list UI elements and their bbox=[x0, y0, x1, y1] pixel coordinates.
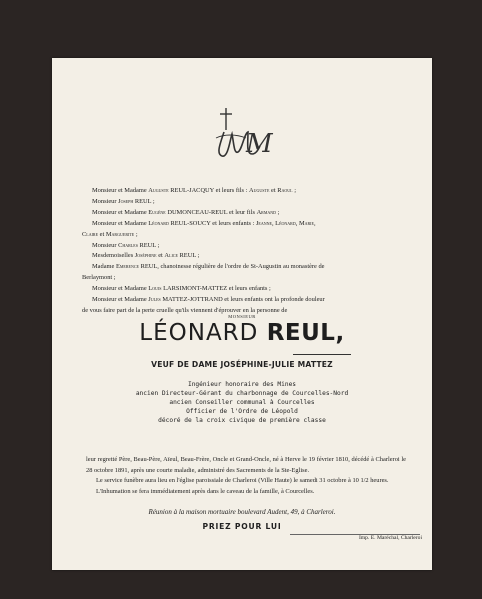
honorary-titles bbox=[52, 380, 432, 425]
list-text: REUL, chanoinesse régulière de l'ordre de St-Augustin au monastère de bbox=[138, 263, 325, 271]
list-text: Monsieur bbox=[92, 197, 119, 205]
list-text: Monsieur bbox=[92, 241, 119, 249]
cross-icon bbox=[220, 108, 232, 130]
list-text: LARSIMONT-MATTEZ et leurs enfants ; bbox=[161, 285, 271, 293]
title-line: Ingénieur honoraire des Mines bbox=[187, 381, 297, 388]
list-text: ; bbox=[276, 208, 280, 216]
list-text: ; bbox=[134, 230, 138, 238]
list-text: Madame bbox=[92, 263, 116, 271]
funeral-notice-paper bbox=[52, 58, 432, 570]
list-text: REUL ; bbox=[137, 241, 160, 249]
given-name: Léonard bbox=[148, 219, 169, 227]
name-underline bbox=[293, 354, 351, 355]
list-text: REUL ; bbox=[133, 197, 155, 205]
given-name: Jules bbox=[148, 296, 161, 304]
list-text: Monsieur et Madame bbox=[92, 219, 149, 227]
given-name: Armand bbox=[256, 208, 277, 216]
given-name: Auguste bbox=[249, 187, 270, 194]
list-text: Monsieur et Madame bbox=[92, 296, 149, 304]
monogram bbox=[52, 104, 432, 164]
family-list-line bbox=[82, 208, 412, 219]
given-name: Jeanne, Léonard, Marie, bbox=[255, 219, 316, 227]
title-line: ancien Directeur-Gérant du charbonnage de Courcelles-Nord bbox=[135, 390, 349, 397]
list-text: Monsieur et Madame bbox=[92, 285, 149, 293]
given-name: Joséphine bbox=[134, 252, 157, 260]
deceased-surname: REUL, bbox=[266, 320, 345, 346]
family-list-line bbox=[82, 262, 412, 273]
family-list bbox=[82, 186, 412, 317]
family-list-line bbox=[82, 241, 412, 252]
family-list-line bbox=[82, 273, 412, 284]
list-text: Berlaymont ; bbox=[82, 274, 116, 282]
given-name: Eugène bbox=[148, 208, 166, 216]
deceased-name bbox=[52, 320, 432, 346]
list-text: ; bbox=[292, 187, 296, 194]
deceased-first-name: LÉONARD bbox=[139, 320, 259, 346]
given-name: Emerence bbox=[115, 263, 139, 271]
list-text: et bbox=[156, 252, 165, 260]
reunion-line: Réunion à la maison mortuaire boulevard Audent, 49, à Charleroi. bbox=[148, 508, 336, 516]
printer-credit: Imp. E. Maréchal, Charleroi bbox=[358, 535, 422, 541]
given-name: Joseph bbox=[118, 197, 134, 205]
family-list-line bbox=[82, 284, 412, 295]
family-list-line bbox=[82, 295, 412, 306]
given-name: Auguste bbox=[148, 187, 169, 194]
list-text: Mesdemoiselles bbox=[92, 252, 135, 260]
widower-line: VEUF DE DAME JOSÉPHINE-JULIE MATTEZ bbox=[151, 360, 333, 369]
given-name: Raoul bbox=[277, 187, 293, 194]
given-name: Alice bbox=[164, 252, 178, 260]
list-text: Monsieur et Madame bbox=[92, 208, 149, 216]
given-name: Louis bbox=[148, 285, 162, 293]
monogram-emblem bbox=[202, 104, 282, 164]
given-name: Marguerite bbox=[105, 230, 135, 238]
list-text: Monsieur et Madame bbox=[92, 187, 149, 194]
notice-body bbox=[86, 455, 406, 497]
body-paragraph: leur regretté Père, Beau-Père, Aïeul, Beau-Frère, Oncle et Grand-Oncle, né à Herve le 19 février 1810, décédé à Charleroi le 28 octobre 1891, après une courte maladie, administré des Sacrements de la Ste-Eglise. bbox=[86, 456, 406, 474]
title-line: décoré de la croix civique de première classe bbox=[158, 417, 326, 424]
closing-line: PRIEZ POUR LUI bbox=[202, 522, 282, 531]
given-name: Claire bbox=[82, 230, 99, 238]
list-text: et bbox=[98, 230, 106, 238]
list-text: MATTEZ-JOTTRAND et leurs enfants ont la profonde douleur bbox=[160, 296, 325, 304]
family-list-line bbox=[82, 230, 412, 241]
family-list-line bbox=[82, 251, 412, 262]
list-text: de vous faire part de la perte cruelle qu'ils viennent d'éprouver en la personne de bbox=[82, 306, 288, 314]
list-text: DUMONCEAU-REUL et leur fils bbox=[165, 208, 257, 216]
body-paragraph: Le service funèbre aura lieu en l'église paroissiale de Charleroi (Ville Haute) le samedi 31 octobre à 10 1/2 heures. bbox=[96, 477, 389, 485]
body-paragraph: L'Inhumation se fera immédiatement après dans le caveau de la famille, à Courcelles. bbox=[96, 487, 315, 495]
title-line: Officier de l'Ordre de Léopold bbox=[186, 408, 298, 415]
family-list-line bbox=[82, 197, 412, 208]
honorific: MONSIEUR bbox=[228, 314, 256, 319]
list-text: REUL ; bbox=[177, 252, 200, 260]
family-list-line bbox=[82, 186, 412, 197]
list-text: et bbox=[269, 187, 278, 194]
title-line: ancien Conseiller communal à Courcelles bbox=[169, 399, 315, 406]
given-name: Charles bbox=[118, 241, 138, 249]
family-list-line bbox=[82, 219, 412, 230]
list-text: REUL-JACQUY et leurs fils : bbox=[168, 187, 250, 194]
monogram-letter: M bbox=[246, 129, 273, 159]
list-text: REUL-SOUCY et leurs enfants : bbox=[168, 219, 256, 227]
